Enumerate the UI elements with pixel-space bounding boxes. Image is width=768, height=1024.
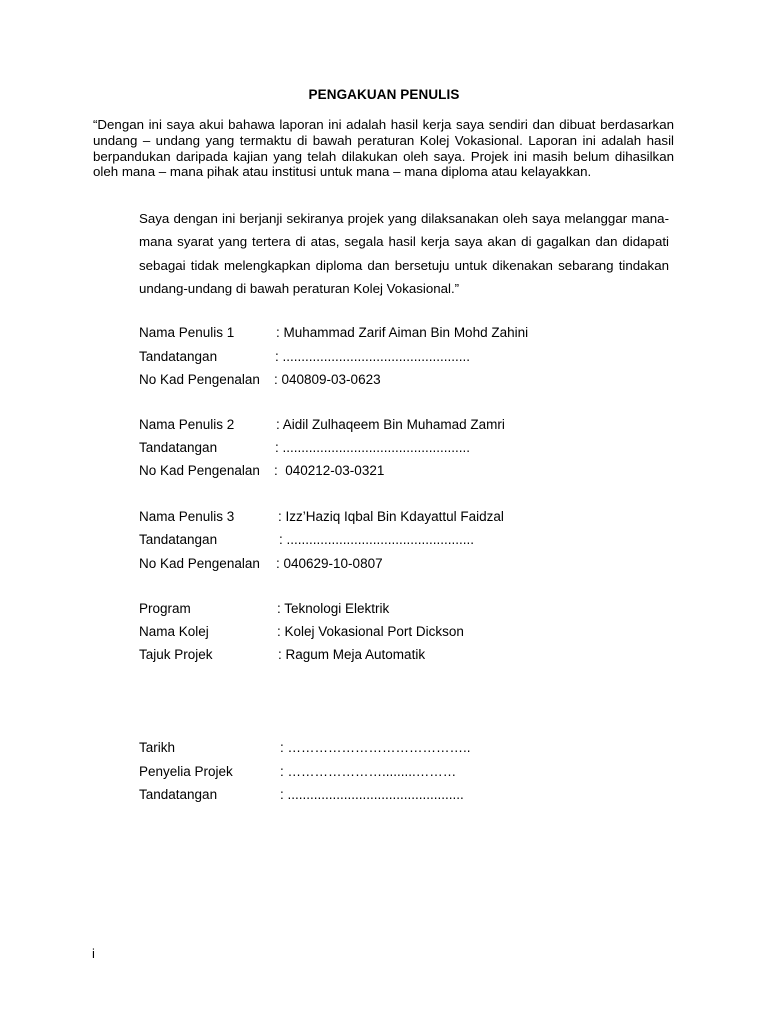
author-3-ic-row [139,555,383,573]
signature-label: Tandatangan [139,532,218,547]
ic-label: No Kad Pengenalan [139,556,260,571]
supervisor-row [139,763,457,781]
author-name-value: : Aidil Zulhaqeem Bin Muhamad Zamri [276,417,505,432]
college-row [139,623,464,641]
author-name-label: Nama Penulis 2 [139,417,235,432]
signature-label: Tandatangan [139,440,218,455]
author-3-name-row [139,508,504,526]
ic-label: No Kad Pengenalan [139,463,260,478]
project-title-value: : Ragum Meja Automatik [278,647,426,662]
author-2-name-row [139,416,505,434]
signature-line: : .................................................. [275,349,471,364]
signature-label: Tandatangan [139,349,218,364]
author-name-value: : Muhammad Zarif Aiman Bin Mohd Zahini [276,325,529,340]
author-2-signature-row [139,439,471,457]
author-1-signature-row [139,348,471,366]
supervisor-label: Penyelia Projek [139,764,233,779]
program-row [139,600,390,618]
college-label: Nama Kolej [139,624,209,639]
program-label: Program [139,601,191,616]
ic-label: No Kad Pengenalan [139,372,260,387]
signature-line: : .................................................. [275,440,471,455]
project-title-row [139,646,426,664]
author-name-label: Nama Penulis 3 [139,509,235,524]
supervisor-line: : ………………….........……… [280,764,457,779]
author-1-name-row [139,324,529,342]
date-row [139,739,471,757]
ic-value: : 040212-03-0321 [274,463,385,478]
college-value: : Kolej Vokasional Port Dickson [277,624,464,639]
page-title: PENGAKUAN PENULIS [308,87,460,102]
author-3-signature-row [139,531,475,549]
page-number: i [92,946,95,961]
project-title-label: Tajuk Projek [139,647,213,662]
ic-value: : 040629-10-0807 [276,556,383,571]
intro-paragraph: “Dengan ini saya akui bahawa laporan ini adalah hasil kerja saya sendiri dan dibuat berdasarkan undang – undang yang termaktu di bawah peraturan Kolej Vokasional. Laporan ini adalah hasil berpandukan daripada kajian yang telah dilakukan oleh saya. Projek ini masih belum dihasilkan oleh mana – mana pihak atau institusi untuk mana – mana diploma atau kelayakkan. [93,117,674,180]
author-name-label: Nama Penulis 1 [139,325,235,340]
supervisor-signature-row [139,786,464,804]
date-line: : ………………………………….. [280,740,471,755]
signature-line: : ............................................... [280,787,464,802]
pledge-paragraph: Saya dengan ini berjanji sekiranya projek yang dilaksanakan oleh saya melanggar mana-mana syarat yang tertera di atas, segala hasil kerja saya akan di gagalkan dan didapati sebagai tidak melengkapkan diploma dan bersetuju untuk dikenakan sebarang tindakan undang-undang di bawah peraturan Kolej Vokasional.” [139,211,669,296]
signature-label: Tandatangan [139,787,218,802]
author-2-ic-row [139,462,385,480]
program-value: : Teknologi Elektrik [277,601,390,616]
author-1-ic-row [139,371,381,389]
ic-value: : 040809-03-0623 [274,372,381,387]
signature-line: : .................................................. [279,532,475,547]
author-name-value: : Izz’Haziq Iqbal Bin Kdayattul Faidzal [278,509,504,524]
date-label: Tarikh [139,740,176,755]
